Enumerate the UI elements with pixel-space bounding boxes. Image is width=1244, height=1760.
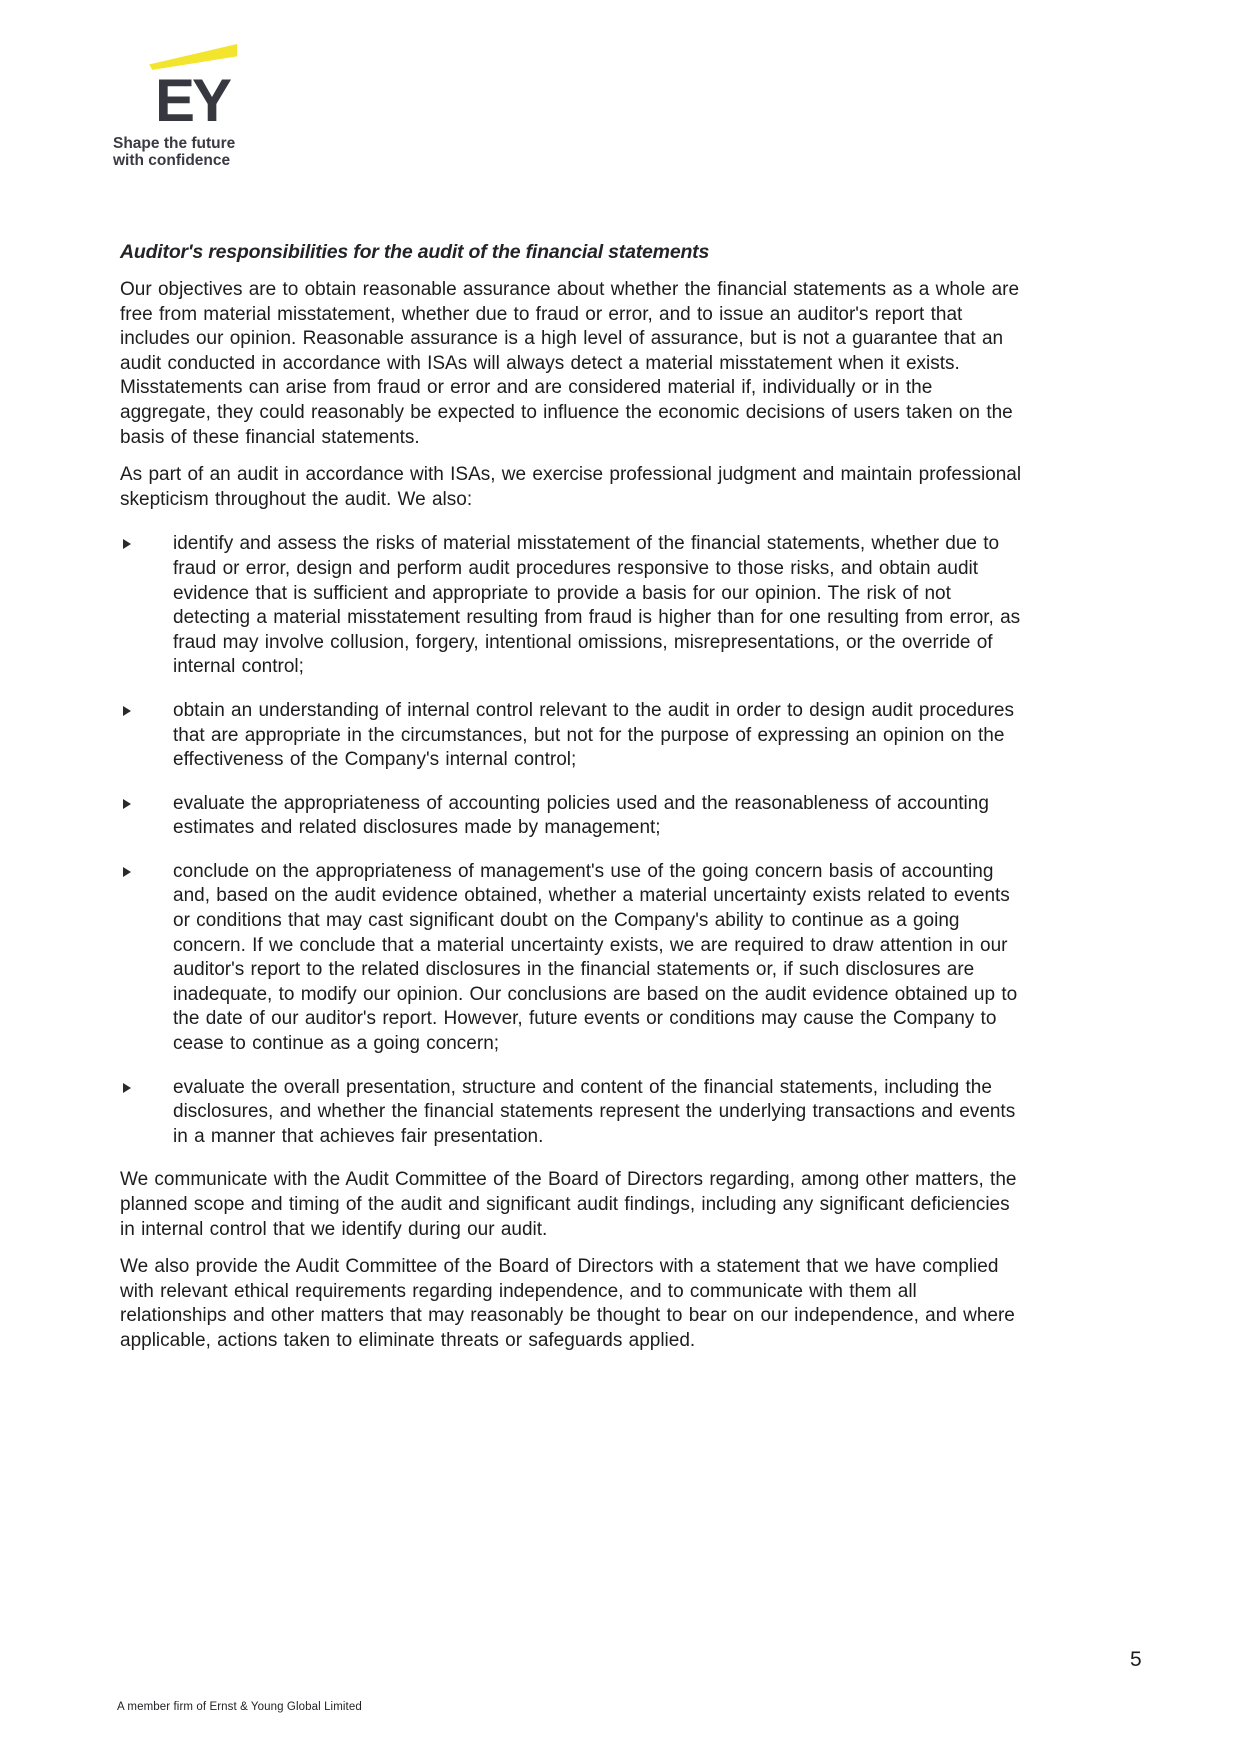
list-item bbox=[120, 792, 1028, 841]
triangle-bullet-icon bbox=[123, 539, 131, 549]
list-item bbox=[120, 699, 1028, 773]
page-number: 5 bbox=[1130, 1648, 1142, 1671]
list-item bbox=[120, 532, 1028, 680]
member-firm-note: A member firm of Ernst & Young Global Limited bbox=[117, 1701, 362, 1713]
ey-tagline-line2: with confidence bbox=[113, 152, 231, 170]
paragraph: As part of an audit in accordance with ISAs, we exercise professional judgment and maintain professional skepticism throughout the audit. We also: bbox=[120, 464, 1022, 510]
paragraph: We communicate with the Audit Committee of the Board of Directors regarding, among other matters, the planned scope and timing of the audit and significant audit findings, including any significant deficiencies in internal control that we identify during our audit. bbox=[120, 1169, 1017, 1240]
ey-tagline bbox=[113, 135, 313, 170]
list-item-text: evaluate the overall presentation, structure and content of the financial statements, including the disclosures, and whether the financial statements represent the underlying transactions and events in a manner that achieves fair presentation. bbox=[173, 1076, 1016, 1147]
document-body bbox=[120, 241, 1028, 1367]
triangle-bullet-icon bbox=[123, 799, 131, 809]
ey-logo bbox=[113, 44, 313, 170]
paragraph: We also provide the Audit Committee of the Board of Directors with a statement that we have complied with relevant ethical requirements regarding independence, and to communicate with them all relationships and other matters that may reasonably be thought to bear on our independence, and where applicable, actions taken to eliminate threats or safeguards applied. bbox=[120, 1256, 1015, 1351]
section-heading: Auditor's responsibilities for the audit of the financial statements bbox=[120, 241, 710, 263]
ey-logo-letters: EY bbox=[155, 67, 230, 134]
triangle-bullet-icon bbox=[123, 1083, 131, 1093]
triangle-bullet-icon bbox=[123, 706, 131, 716]
triangle-bullet-icon bbox=[123, 867, 131, 877]
list-item bbox=[120, 1076, 1028, 1150]
list-item bbox=[120, 860, 1028, 1057]
list-item-text: evaluate the appropriateness of accounting policies used and the reasonableness of accounting estimates and related disclosures made by management; bbox=[173, 792, 989, 839]
bullet-list bbox=[120, 532, 1028, 1149]
paragraph: Our objectives are to obtain reasonable assurance about whether the financial statements as a whole are free from material misstatement, whether due to fraud or error, and to issue an auditor's report that includes our opinion. Reasonable assurance is a high level of assurance, but is not a guarantee that an audit conducted in accordance with ISAs will always detect a material misstatement when it exists. Misstatements can arise from fraud or error and are considered material if, individually or in the aggregate, they could reasonably be expected to influence the economic decisions of users taken on the basis of these financial statements. bbox=[120, 279, 1020, 448]
list-item-text: conclude on the appropriateness of management's use of the going concern basis of accounting and, based on the audit evidence obtained, whether a material uncertainty exists related to events or conditions that may cast significant doubt on the Company's ability to continue as a going concern. If we conclude that a material uncertainty exists, we are required to draw attention in our auditor's report to the related disclosures in the financial statements or, if such disclosures are inadequate, to modify our opinion. Our conclusions are based on the audit evidence obtained up to the date of our auditor's report. However, future events or conditions may cause the Company to cease to continue as a going concern; bbox=[173, 860, 1018, 1055]
list-item-text: identify and assess the risks of material misstatement of the financial statements, whether due to fraud or error, design and perform audit procedures responsive to those risks, and obtain audit evidence that is sufficient and appropriate to provide a basis for our opinion. The risk of not detecting a material misstatement resulting from fraud is higher than for one resulting from error, as fraud may involve collusion, forgery, intentional omissions, misrepresentations, or the override of internal control; bbox=[173, 533, 1021, 678]
ey-tagline-line1: Shape the future bbox=[113, 135, 236, 152]
list-item-text: obtain an understanding of internal control relevant to the audit in order to design audit procedures that are appropriate in the circumstances, but not for the purpose of expressing an opinion on the effectiveness of the Company's internal control; bbox=[173, 699, 1014, 771]
